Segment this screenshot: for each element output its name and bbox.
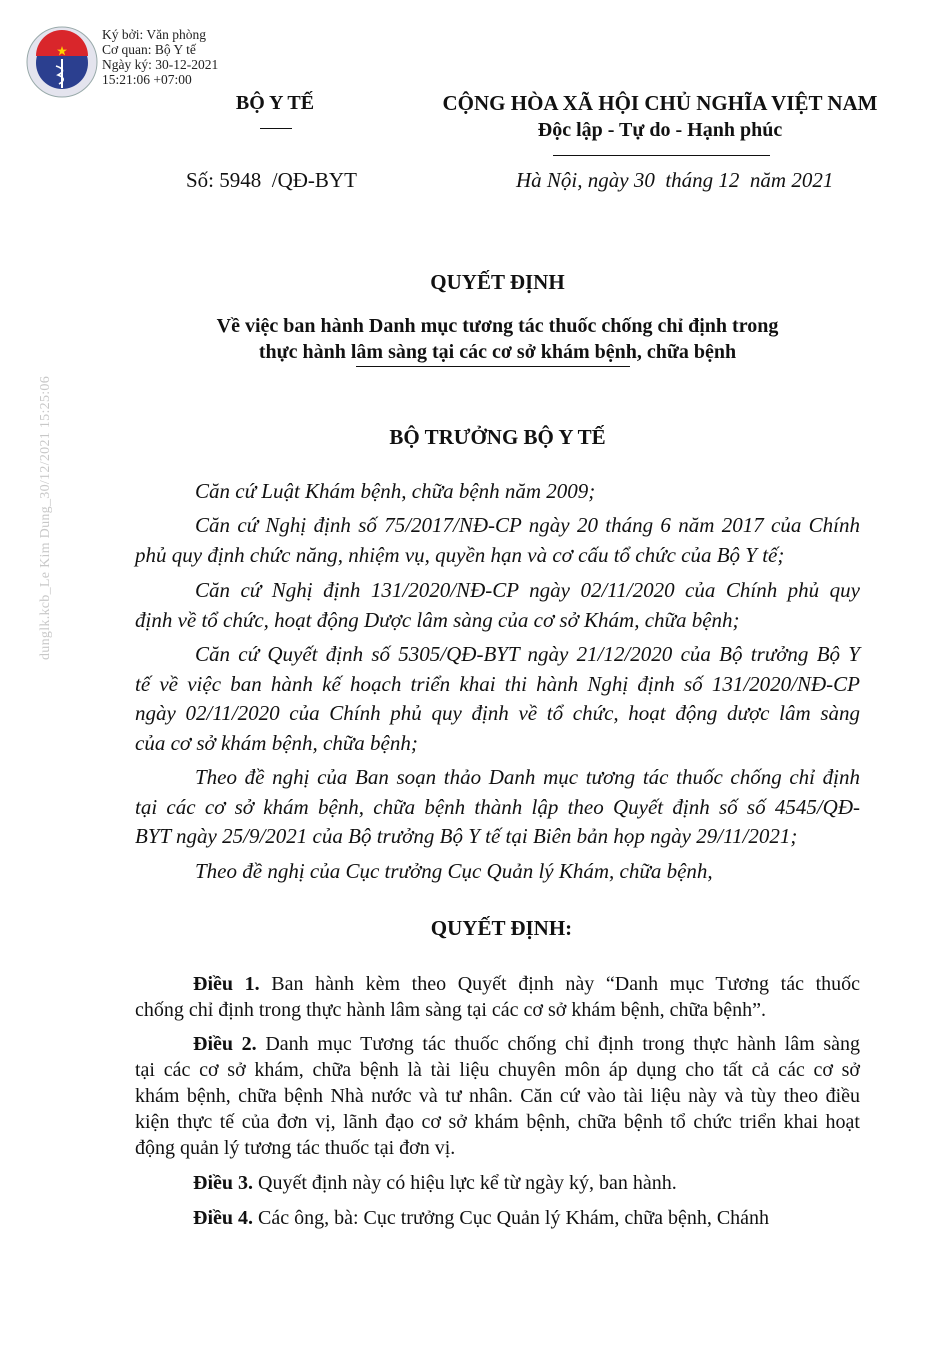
- article-label: Điều 4.: [193, 1207, 253, 1229]
- article-4: [135, 1205, 860, 1231]
- article-label: Điều 3.: [193, 1172, 253, 1194]
- article-text: Danh mục Tương tác thuốc chống chỉ định trong thực hành lâm sàng: [256, 1033, 861, 1055]
- text-line: Căn cứ Nghị định số 75/2017/NĐ-CP ngày 20 tháng 6 năm 2017 của Chính: [195, 513, 860, 537]
- text-line: [135, 1205, 860, 1231]
- watermark: dunglk.kcb_Le Kim Dung_30/12/2021 15:25:06: [38, 375, 53, 660]
- issuing-authority: BỘ TRƯỞNG BỘ Y TẾ: [389, 425, 606, 449]
- place-date: Hà Nội, ngày 30 tháng 12 năm 2021: [516, 168, 834, 192]
- article-text: Quyết định này có hiệu lực kể từ ngày ký, ban hành.: [253, 1172, 677, 1194]
- ministry-name: BỘ Y TẾ: [235, 92, 315, 114]
- document-title: QUYẾT ĐỊNH: [430, 270, 565, 294]
- text-line: [135, 1170, 860, 1196]
- article-label: Điều 2.: [193, 1033, 257, 1055]
- national-motto: Độc lập - Tự do - Hạnh phúc: [537, 119, 783, 141]
- text-line: tại các cơ sở khám, chữa bệnh là tài liệu chuyên môn áp dụng cho tất cả các cơ sở: [135, 1059, 860, 1081]
- divider: [553, 155, 770, 156]
- ministry-of-health-logo: [26, 26, 98, 98]
- text-line: [135, 971, 860, 997]
- digital-signature-info: [102, 27, 218, 87]
- article-text: Ban hành kèm theo Quyết định này “Danh mục Tương tác thuốc: [259, 973, 860, 995]
- consideration-paragraph: [135, 763, 860, 852]
- divider: [260, 128, 292, 129]
- text-line: Căn cứ Luật Khám bệnh, chữa bệnh năm 2009;: [195, 479, 596, 503]
- text-line: kiện thực tế của đơn vị, lãnh đạo cơ sở khám bệnh, chữa bệnh tổ chức triển khai hoạt: [135, 1111, 860, 1133]
- text-line: Căn cứ Nghị định 131/2020/NĐ-CP ngày 02/11/2020 của Chính phủ quy: [195, 578, 860, 602]
- text-line: động quản lý tương tác thuốc tại đơn vị.: [135, 1137, 456, 1159]
- article-3: [135, 1170, 860, 1196]
- nation-name: CỘNG HÒA XÃ HỘI CHỦ NGHĨA VIỆT NAM: [442, 91, 878, 115]
- text-line: chống chỉ định trong thực hành lâm sàng tại các cơ sở khám bệnh, chữa bệnh”.: [135, 999, 766, 1021]
- text-line: BYT ngày 25/9/2021 của Bộ trưởng Bộ Y tế tại Biên bản họp ngày 29/11/2021;: [135, 824, 798, 849]
- signing-time: 15:21:06 +07:00: [102, 72, 192, 87]
- text-line: khám bệnh, chữa bệnh Nhà nước và tư nhân. Căn cứ vào tài liệu này và tùy theo điều: [135, 1085, 860, 1107]
- subject-line-2: thực hành lâm sàng tại các cơ sở khám bệnh, chữa bệnh: [258, 341, 737, 363]
- text-line: Căn cứ Quyết định số 5305/QĐ-BYT ngày 21/12/2020 của Bộ trưởng Bộ Y: [195, 642, 860, 666]
- consideration-paragraph: [135, 640, 860, 758]
- consideration-paragraph: [135, 857, 860, 887]
- text-line: Theo đề nghị của Ban soạn thảo Danh mục tương tác thuốc chống chỉ định: [195, 765, 860, 789]
- article-label: Điều 1.: [193, 973, 260, 995]
- text-line: tế về việc ban hành kế hoạch triển khai thi hành Nghị định số 131/2020/NĐ-CP: [135, 671, 860, 696]
- document-number: Số: 5948 /QĐ-BYT: [186, 168, 357, 192]
- signing-agency: Cơ quan: Bộ Y tế: [102, 42, 196, 57]
- signing-date: Ngày ký: 30-12-2021: [102, 57, 219, 72]
- text-line: ngày 02/11/2020 của Chính phủ quy định về tổ chức, hoạt động dược lâm sàng: [135, 701, 860, 726]
- article-2: [135, 1031, 860, 1161]
- decision-heading: QUYẾT ĐỊNH:: [430, 916, 573, 940]
- article-text: Các ông, bà: Cục trưởng Cục Quản lý Khám, chữa bệnh, Chánh: [253, 1207, 770, 1229]
- subject-line-1: Về việc ban hành Danh mục tương tác thuốc chống chỉ định trong: [216, 315, 779, 337]
- text-line: định về tổ chức, hoạt động Dược lâm sàng của cơ sở Khám, chữa bệnh;: [135, 607, 740, 632]
- text-line: Theo đề nghị của Cục trưởng Cục Quản lý Khám, chữa bệnh,: [195, 859, 713, 883]
- consideration-paragraph: [135, 576, 860, 635]
- consideration-paragraph: [135, 477, 860, 507]
- article-1: [135, 971, 860, 1023]
- signed-by: Ký bởi: Văn phòng: [102, 27, 207, 42]
- text-line: [135, 1031, 860, 1057]
- divider: [356, 366, 630, 367]
- consideration-paragraph: [135, 511, 860, 570]
- text-line: tại các cơ sở khám bệnh, chữa bệnh thành lập theo Quyết định số số 4545/QĐ-: [135, 794, 860, 819]
- text-line: của cơ sở khám bệnh, chữa bệnh;: [135, 730, 418, 755]
- text-line: phủ quy định chức năng, nhiệm vụ, quyền hạn và cơ cấu tổ chức của Bộ Y tế;: [135, 542, 785, 567]
